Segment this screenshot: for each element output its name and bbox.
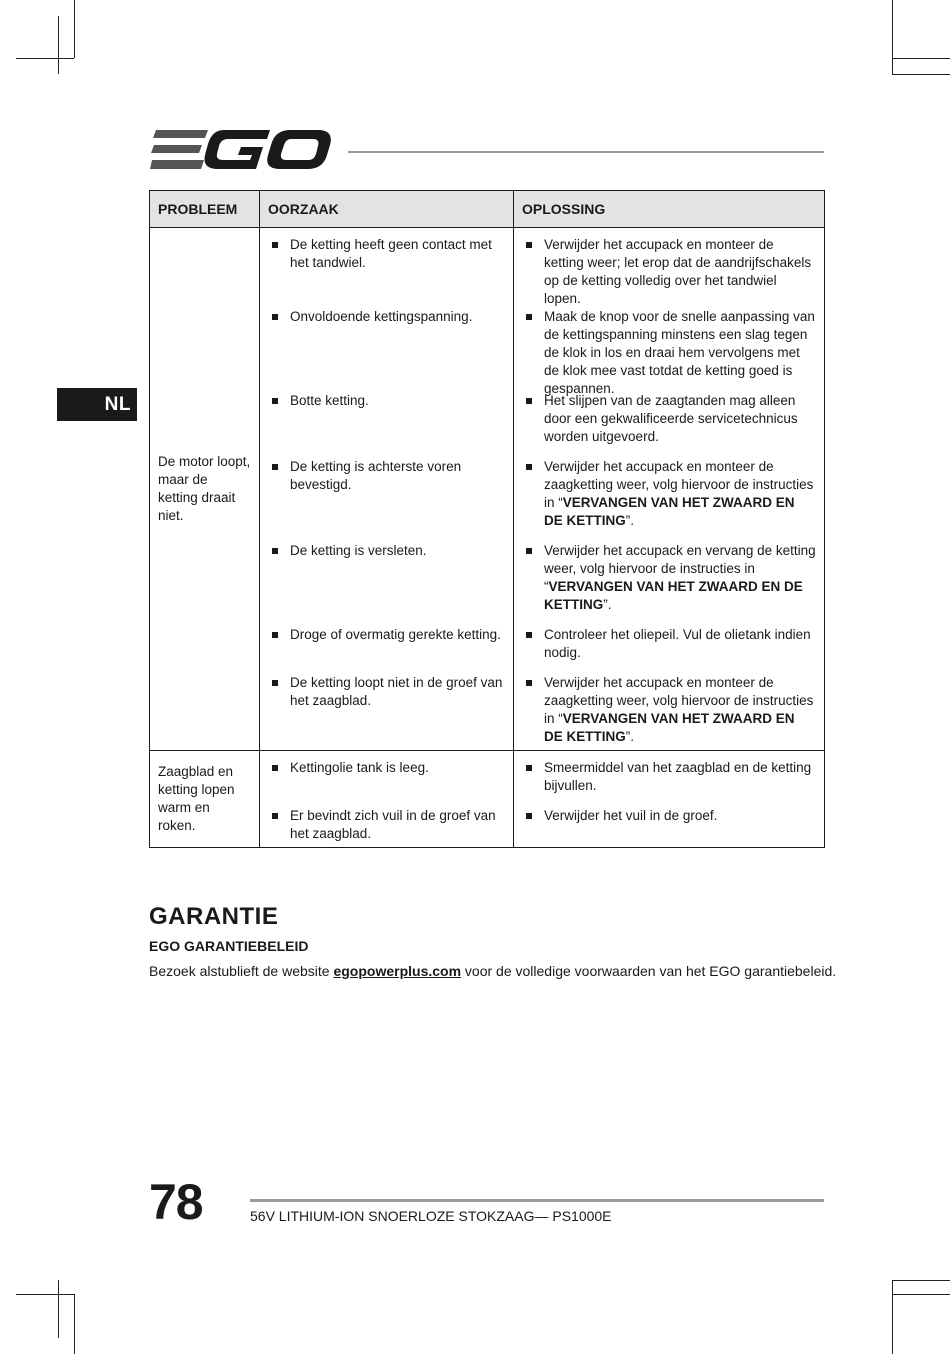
warranty-text: Bezoek alstublieft de website egopowerplus.com voor de volledige voorwaarden van het EGO garantiebeleid. [149, 963, 837, 979]
problem-cell: De motor loopt, maar de ketting draait niet. [150, 228, 260, 751]
table-row [150, 751, 825, 848]
bullet-icon [272, 392, 280, 410]
bullet-icon [272, 236, 280, 272]
list-item: Verwijder het vuil in de groef. [522, 807, 816, 825]
solution-cell [514, 751, 825, 848]
list-item: De ketting heeft geen contact met het tandwiel. [268, 236, 505, 272]
website-link[interactable]: egopowerplus.com [333, 963, 462, 979]
list-item: De ketting is versleten. [268, 542, 505, 560]
header-solution: OPLOSSING [514, 191, 825, 228]
list-item: Verwijder het accupack en vervang de ketting weer, volg hiervoor de instructies in “VERVANGEN VAN HET ZWAARD EN DE KETTING”. [522, 542, 816, 614]
header-cause: OORZAAK [260, 191, 514, 228]
bullet-icon [272, 674, 280, 710]
page-number: 78 [149, 1174, 203, 1230]
warranty-subtitle: EGO GARANTIEBELEID [149, 938, 309, 954]
bullet-icon [272, 626, 280, 644]
list-item: Controleer het oliepeil. Vul de olietank indien nodig. [522, 626, 816, 662]
list-item: Maak de knop voor de snelle aanpassing van de kettingspanning minstens een slag tegen de klok in los en draai hem vervolgens met de klok mee vast totdat de ketting goed is gespannen. [522, 308, 816, 398]
header-problem: PROBLEEM [150, 191, 260, 228]
bullet-icon [526, 759, 534, 795]
ego-logo [150, 128, 332, 172]
bullet-icon [526, 626, 534, 662]
table-header-row [150, 191, 825, 228]
bullet-icon [526, 308, 534, 398]
cause-cell [260, 751, 514, 848]
bullet-icon [272, 458, 280, 494]
bullet-icon [526, 458, 534, 530]
warranty-title: GARANTIE [149, 903, 279, 930]
table-row [150, 228, 825, 751]
list-item: De ketting is achterste voren bevestigd. [268, 458, 505, 494]
footer-rule [250, 1199, 824, 1202]
list-item: Verwijder het accupack en monteer de zaagketting weer, volg hiervoor de instructies in “VERVANGEN VAN HET ZWAARD EN DE KETTING”. [522, 674, 816, 746]
bullet-icon [526, 674, 534, 746]
cause-cell [260, 228, 514, 751]
product-name: 56V LITHIUM-ION SNOERLOZE STOKZAAG— PS1000E [250, 1208, 612, 1224]
header-rule [348, 151, 824, 153]
bullet-icon [526, 542, 534, 614]
bullet-icon [272, 542, 280, 560]
language-tab: NL [57, 388, 137, 421]
list-item: Onvoldoende kettingspanning. [268, 308, 505, 326]
list-item: Kettingolie tank is leeg. [268, 759, 505, 777]
list-item: Verwijder het accupack en monteer de ketting weer; let erop dat de aandrijfschakels op de ketting volledig over het tandwiel lopen. [522, 236, 816, 308]
list-item: Verwijder het accupack en monteer de zaagketting weer, volg hiervoor de instructies in “VERVANGEN VAN HET ZWAARD EN DE KETTING”. [522, 458, 816, 530]
bullet-icon [526, 392, 534, 446]
bullet-icon [272, 807, 280, 843]
troubleshooting-table [149, 190, 825, 848]
list-item: Het slijpen van de zaagtanden mag alleen door een gekwalificeerde servicetechnicus worden uitgevoerd. [522, 392, 816, 446]
bullet-icon [526, 236, 534, 308]
list-item: De ketting loopt niet in de groef van het zaagblad. [268, 674, 505, 710]
list-item: Droge of overmatig gerekte ketting. [268, 626, 505, 644]
bullet-icon [272, 308, 280, 326]
list-item: Botte ketting. [268, 392, 505, 410]
list-item: Er bevindt zich vuil in de groef van het zaagblad. [268, 807, 505, 843]
problem-cell: Zaagblad en ketting lopen warm en roken. [150, 751, 260, 848]
solution-cell [514, 228, 825, 751]
bullet-icon [526, 807, 534, 825]
bullet-icon [272, 759, 280, 777]
list-item: Smeermiddel van het zaagblad en de ketting bijvullen. [522, 759, 816, 795]
